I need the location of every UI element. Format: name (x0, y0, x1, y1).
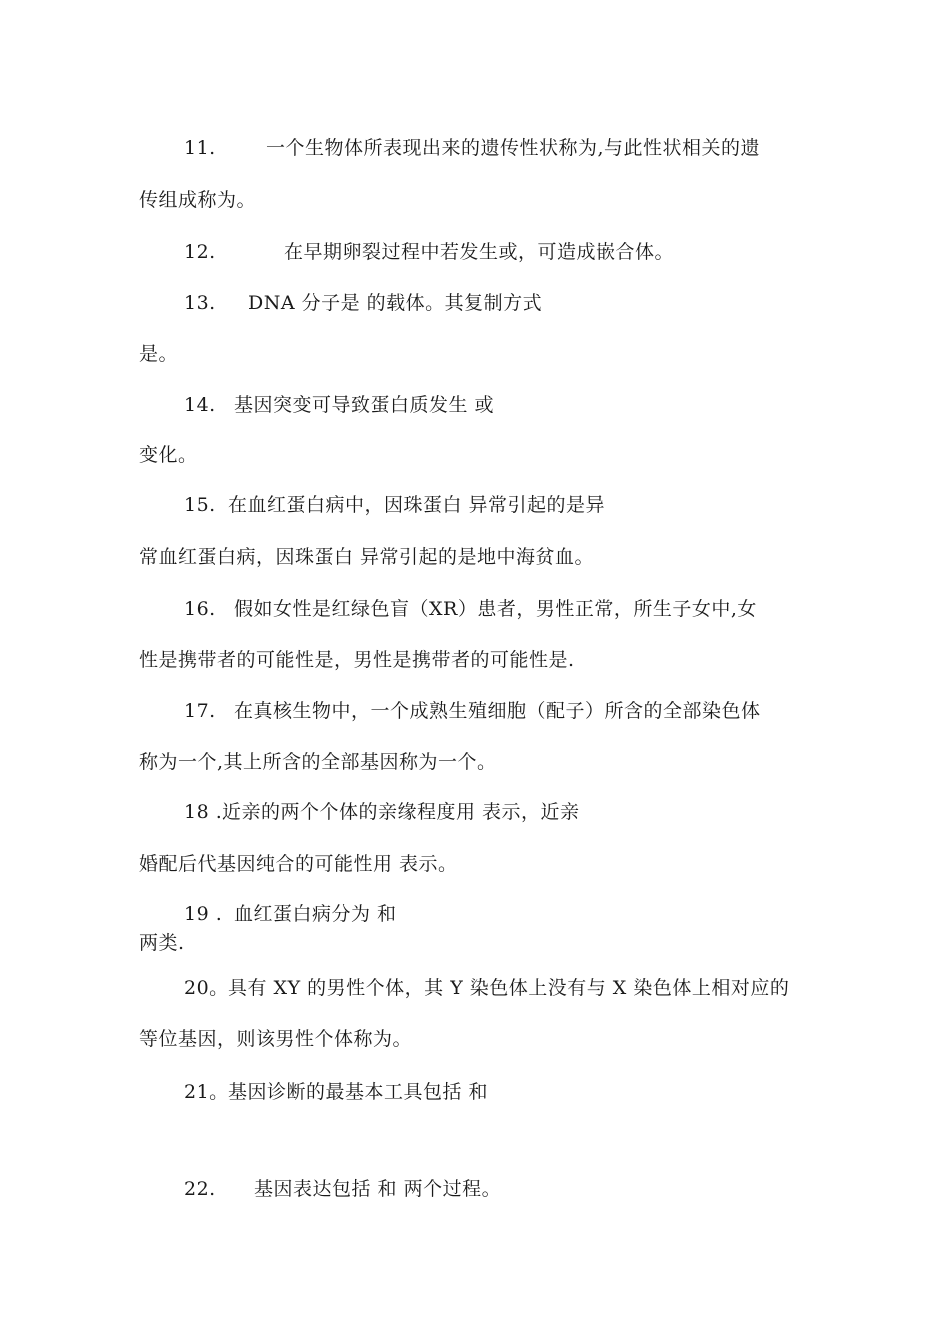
question-number: 12. (184, 241, 216, 263)
question-19-line-2 (139, 931, 185, 955)
question-text: 称为一个,其上所含的全部基因称为一个。 (139, 751, 497, 773)
question-number: 11. (184, 137, 216, 159)
question-text: 基因表达包括 和 两个过程。 (254, 1178, 502, 1200)
question-text: 一个生物体所表现出来的遗传性状称为,与此性状相关的遗 (266, 137, 761, 159)
question-11-line-1 (184, 136, 760, 160)
question-18-line-2 (139, 852, 458, 876)
question-text: 是。 (139, 343, 179, 365)
question-number: 15. (184, 494, 216, 516)
question-text: 两类. (139, 932, 185, 954)
question-20-line-1 (184, 976, 789, 1000)
question-11-line-2 (139, 188, 256, 212)
question-text: 在血红蛋白病中，因珠蛋白 异常引起的是异 (228, 494, 606, 516)
question-15-line-1 (184, 493, 605, 517)
question-number: 22. (184, 1178, 216, 1200)
question-17-line-2 (139, 750, 497, 774)
question-text: 常血红蛋白病，因珠蛋白 异常引起的是地中海贫血。 (139, 546, 595, 568)
question-number: 21。 (184, 1081, 229, 1103)
question-text: 在真核生物中，一个成熟生殖细胞（配子）所含的全部染色体 (234, 700, 761, 722)
question-text: 血红蛋白病分为 和 (234, 903, 397, 925)
question-14-line-2 (139, 443, 198, 467)
question-text: 近亲的两个个体的亲缘程度用 表示，近亲 (222, 801, 580, 823)
question-text: 婚配后代基因纯合的可能性用 表示。 (139, 853, 458, 875)
question-text: 在早期卵裂过程中若发生或，可造成嵌合体。 (284, 241, 675, 263)
question-text: 等位基因，则该男性个体称为。 (139, 1028, 413, 1050)
question-number: 14. (184, 394, 216, 416)
question-17-line-1 (184, 699, 761, 723)
question-text: 传组成称为。 (139, 189, 257, 211)
question-text: 假如女性是红绿色盲（XR）患者，男性正常，所生子女中,女 (234, 598, 757, 620)
question-21-line-1 (184, 1080, 488, 1104)
question-text: 具有 XY 的男性个体，其 Y 染色体上没有与 X 染色体上相对应的 (228, 977, 790, 999)
question-number: 18 . (184, 801, 223, 823)
question-20-line-2 (139, 1027, 412, 1051)
question-22-line-1 (184, 1177, 501, 1201)
question-18-line-1 (184, 800, 580, 824)
question-text: 基因诊断的最基本工具包括 和 (228, 1081, 489, 1103)
question-14-line-1 (184, 393, 494, 417)
question-number: 16. (184, 598, 216, 620)
question-number: 13. (184, 292, 216, 314)
question-16-line-2 (139, 648, 575, 672)
question-number: 19 . (184, 903, 223, 925)
question-12-line-1 (184, 240, 674, 264)
question-text: 基因突变可导致蛋白质发生 或 (234, 394, 495, 416)
question-number: 20。 (184, 977, 229, 999)
question-13-line-2 (139, 342, 178, 366)
question-number: 17. (184, 700, 216, 722)
question-text: 变化。 (139, 444, 198, 466)
question-15-line-2 (139, 545, 594, 569)
question-text: DNA 分子是 的载体。其复制方式 (248, 292, 543, 314)
question-13-line-1 (184, 291, 542, 315)
question-19-line-1 (184, 902, 397, 926)
question-16-line-1 (184, 597, 757, 621)
question-text: 性是携带者的可能性是，男性是携带者的可能性是. (139, 649, 575, 671)
